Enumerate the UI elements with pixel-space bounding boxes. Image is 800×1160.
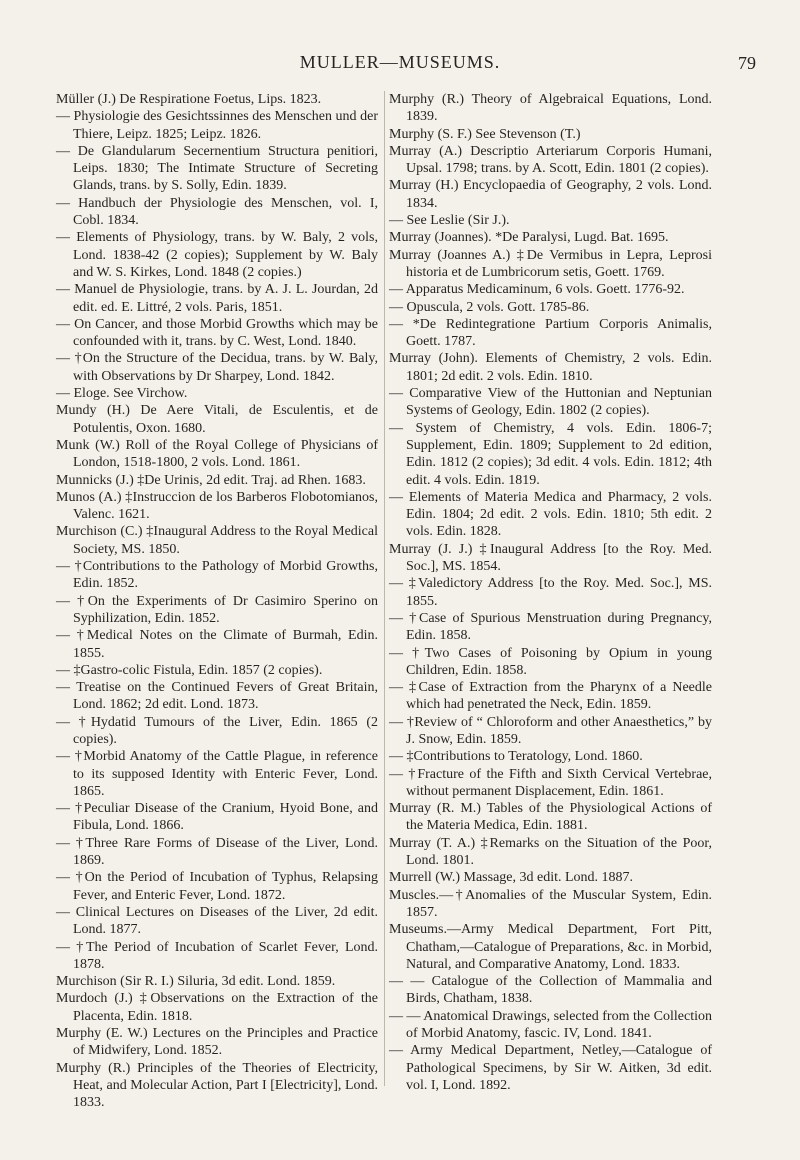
- right-column: [389, 91, 712, 1094]
- catalogue-entry: — †Case of Spurious Menstruation during Pregnancy, Edin. 1858.: [389, 610, 712, 644]
- catalogue-entry: Mundy (H.) De Aere Vitali, de Esculentis, et de Potulentis, Oxon. 1680.: [56, 403, 378, 436]
- catalogue-entry: Murchison (C.) ‡Inaugural Address to the Royal Medical Society, MS. 1850.: [56, 524, 378, 557]
- catalogue-entry: Murphy (R.) Principles of the Theories of Electricity, Heat, and Molecular Action, Part I [Electricity], Lond. 1833.: [56, 1060, 378, 1111]
- catalogue-entry: Murray (R. M.) Tables of the Physiological Actions of the Materia Medica, Edin. 1881.: [389, 801, 712, 834]
- catalogue-entry: Murray (Joannes). *De Paralysi, Lugd. Bat. 1695.: [389, 230, 669, 246]
- column-divider: [384, 91, 385, 1086]
- catalogue-entry: — De Glandularum Secernentium Structura penitiori, Leips. 1830; The Intimate Structure of Secreting Glands, trans. by S. Solly, Edin. 1839.: [56, 143, 378, 194]
- catalogue-entry: — †Contributions to the Pathology of Morbid Growths, Edin. 1852.: [56, 559, 378, 592]
- catalogue-entry: — †On the Period of Incubation of Typhus, Relapsing Fever, and Enteric Fever, Lond. 1872.: [56, 870, 378, 903]
- catalogue-entry: — Opuscula, 2 vols. Gott. 1785-86.: [389, 299, 590, 315]
- catalogue-entry: — †Hydatid Tumours of the Liver, Edin. 1865 (2 copies).: [56, 714, 378, 747]
- catalogue-entry: — ‡Contributions to Teratology, Lond. 1860.: [389, 749, 643, 765]
- left-column: [56, 91, 378, 1112]
- catalogue-entry: Murray (H.) Encyclopaedia of Geography, 2 vols. Lond. 1834.: [389, 178, 712, 211]
- catalogue-entry: — ‡Case of Extraction from the Pharynx of a Needle which had penetrated the Neck, Edin. 1859.: [389, 680, 712, 713]
- catalogue-entry: — Clinical Lectures on Diseases of the Liver, 2d edit. Lond. 1877.: [56, 904, 378, 938]
- catalogue-entry: — †Fracture of the Fifth and Sixth Cervical Vertebrae, without permanent Displacement, Edin. 1861.: [389, 766, 712, 799]
- catalogue-entry: Murphy (S. F.) See Stevenson (T.): [389, 126, 581, 142]
- catalogue-entry: Murray (John). Elements of Chemistry, 2 vols. Edin. 1801; 2d edit. 2 vols. Edin. 1810.: [389, 351, 712, 384]
- catalogue-entry: — On Cancer, and those Morbid Growths which may be confounded with it, trans. by C. West, Lond. 1840.: [56, 316, 378, 350]
- catalogue-entry: Murphy (R.) Theory of Algebraical Equations, Lond. 1839.: [389, 92, 712, 125]
- catalogue-entry: Murphy (E. W.) Lectures on the Principles and Practice of Midwifery, Lond. 1852.: [56, 1026, 378, 1059]
- running-head: MULLER—MUSEUMS.: [299, 52, 501, 72]
- catalogue-entry: — Physiologie des Gesichtssinnes des Menschen und der Thiere, Leipz. 1825; Leipz. 1826.: [56, 109, 378, 142]
- catalogue-entry: — Elements of Physiology, trans. by W. Baly, 2 vols, Lond. 1838-42 (2 copies); Supplement by W. Baly and W. S. Kirkes, Lond. 1848 (2 copies.): [56, 230, 378, 280]
- catalogue-entry: — Eloge. See Virchow.: [56, 386, 188, 402]
- catalogue-entry: — Manuel de Physiologie, trans. by A. J. L. Jourdan, 2d edit. ed. E. Littré, 2 vols. Paris, 1851.: [56, 282, 378, 315]
- catalogue-entry: — ‡Valedictory Address [to the Roy. Med. Soc.], MS. 1855.: [389, 576, 712, 609]
- catalogue-entry: Murray (J. J.) ‡Inaugural Address [to the Roy. Med. Soc.], MS. 1854.: [389, 541, 712, 575]
- catalogue-entry: — †Two Cases of Poisoning by Opium in young Children, Edin. 1858.: [389, 645, 712, 678]
- catalogue-entry: Murray (Joannes A.) ‡De Vermibus in Lepra, Leprosi historia et de Lumbricorum setis, Goett. 1769.: [389, 247, 712, 280]
- catalogue-entry: — †Morbid Anatomy of the Cattle Plague, in reference to its supposed Identity with Enteric Fever, Lond. 1865.: [56, 749, 378, 799]
- catalogue-entry: — ‡Gastro-colic Fistula, Edin. 1857 (2 copies).: [56, 662, 323, 678]
- catalogue-entry: — — Catalogue of the Collection of Mammalia and Birds, Chatham, 1838.: [389, 974, 712, 1007]
- catalogue-entry: — †On the Experiments of Dr Casimiro Sperino on Syphilization, Edin. 1852.: [56, 593, 378, 626]
- page-number: 79: [738, 53, 756, 73]
- catalogue-entry: Museums.—Army Medical Department, Fort Pitt, Chatham,—Catalogue of Preparations, &c. in Morbid, Natural, and Comparative Anatomy, Lond. 1833.: [389, 922, 712, 972]
- catalogue-entry: Murrell (W.) Massage, 3d edit. Lond. 1887.: [389, 870, 634, 886]
- catalogue-entry: Murray (T. A.) ‡Remarks on the Situation of the Poor, Lond. 1801.: [389, 835, 712, 869]
- catalogue-entry: Müller (J.) De Respiratione Foetus, Lips. 1823.: [56, 92, 322, 107]
- catalogue-entry: — †On the Structure of the Decidua, trans. by W. Baly, with Observations by Dr Sharpey, Lond. 1842.: [56, 351, 378, 384]
- catalogue-entry: — System of Chemistry, 4 vols. Edin. 1806-7; Supplement, Edin. 1809; Supplement to 2d edition, Edin. 1812 (2 copies); 3d edit. 4 vols. Edin. 1812; 4th edit. 4 vols. Edin. 1819.: [389, 420, 712, 488]
- catalogue-entry: — See Leslie (Sir J.).: [389, 213, 510, 229]
- catalogue-entry: — Comparative View of the Huttonian and Neptunian Systems of Geology, Edin. 1802 (2 copies).: [389, 386, 712, 419]
- catalogue-entry: Muscles.—†Anomalies of the Muscular System, Edin. 1857.: [389, 887, 712, 920]
- catalogue-entry: — †Review of “ Chloroform and other Anaesthetics,” by J. Snow, Edin. 1859.: [389, 714, 712, 747]
- catalogue-entry: — *De Redintegratione Partium Corporis Animalis, Goett. 1787.: [389, 316, 712, 350]
- catalogue-entry: — — Anatomical Drawings, selected from the Collection of Morbid Anatomy, fascic. IV, Lond. 1841.: [389, 1008, 712, 1042]
- catalogue-entry: Murray (A.) Descriptio Arteriarum Corporis Humani, Upsal. 1798; trans. by A. Scott, Edin. 1801 (2 copies).: [389, 143, 712, 177]
- catalogue-entry: — Apparatus Medicaminum, 6 vols. Goett. 1776-92.: [389, 282, 685, 298]
- catalogue-entry: — †Medical Notes on the Climate of Burmah, Edin. 1855.: [56, 628, 378, 661]
- catalogue-entry: — Handbuch der Physiologie des Menschen, vol. I, Cobl. 1834.: [56, 195, 378, 229]
- catalogue-entry: Munk (W.) Roll of the Royal College of Physicians of London, 1518-1800, 2 vols. Lond. 1861.: [56, 437, 378, 471]
- catalogue-entry: Murchison (Sir R. I.) Siluria, 3d edit. Lond. 1859.: [56, 974, 336, 990]
- catalogue-entry: — Army Medical Department, Netley,—Catalogue of Pathological Specimens, by Sir W. Aitken, 3d edit. vol. I, Lond. 1892.: [389, 1043, 712, 1093]
- catalogue-entry: — †Three Rare Forms of Disease of the Liver, Lond. 1869.: [56, 835, 378, 869]
- catalogue-entry: — Elements of Materia Medica and Pharmacy, 2 vols. Edin. 1804; 2d edit. 2 vols. Edin. 1810; 5th edit. 2 vols. Edin. 1828.: [389, 489, 712, 540]
- catalogue-entry: Munos (A.) ‡Instruccion de los Barberos Flobotomianos, Valenc. 1621.: [56, 489, 378, 523]
- catalogue-entry: — †The Period of Incubation of Scarlet Fever, Lond. 1878.: [56, 939, 378, 972]
- catalogue-entry: — Treatise on the Continued Fevers of Great Britain, Lond. 1862; 2d edit. Lond. 1873.: [56, 680, 378, 713]
- catalogue-entry: Munnicks (J.) ‡De Urinis, 2d edit. Traj. ad Rhen. 1683.: [56, 472, 366, 488]
- catalogue-entry: Murdoch (J.) ‡Observations on the Extraction of the Placenta, Edin. 1818.: [56, 991, 378, 1024]
- catalogue-entry: — †Peculiar Disease of the Cranium, Hyoid Bone, and Fibula, Lond. 1866.: [56, 801, 378, 834]
